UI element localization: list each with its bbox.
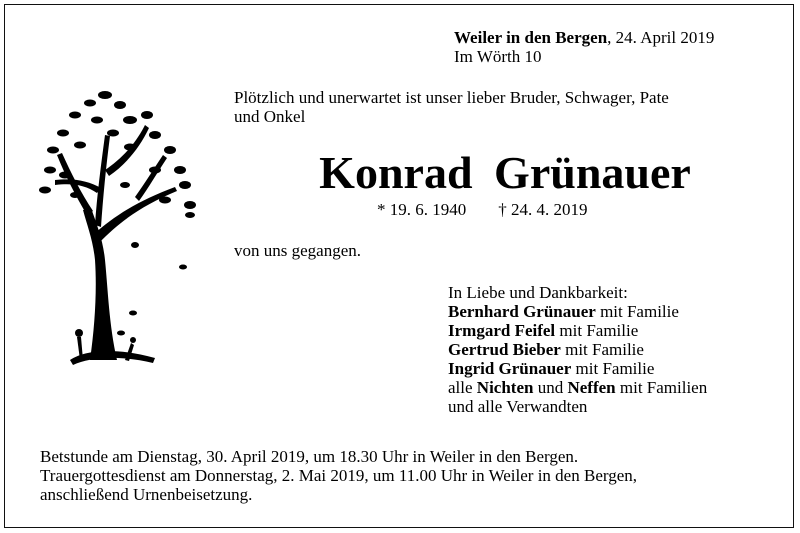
relatives-line: [448, 378, 707, 397]
intro-line-2: und Onkel: [234, 107, 306, 126]
death-date: † 24. 4. 2019: [498, 200, 588, 219]
header-date: , 24. April 2019: [607, 28, 715, 47]
mourners-list: [448, 283, 707, 416]
service-line-2: Trauergottesdienst am Donnerstag, 2. Mai 2019, um 11.00 Uhr in Weiler in den Bergen,: [40, 466, 638, 485]
relatives-mid: und: [533, 378, 568, 397]
mourner-rest: mit Familie: [571, 359, 655, 378]
header-place: Weiler in den Bergen: [454, 28, 608, 47]
mourner-rest: mit Familie: [555, 321, 639, 340]
mourner-rest: mit Familie: [595, 302, 679, 321]
mourners-intro: In Liebe und Dankbarkeit:: [448, 283, 628, 302]
mourner-name: Bernhard Grünauer: [448, 302, 596, 321]
tree-silhouette-icon: [35, 75, 205, 375]
relatives-pre: alle: [448, 378, 477, 397]
intro-text: [234, 88, 669, 126]
obituary-card: [4, 4, 794, 528]
relatives-post: mit Familien: [615, 378, 708, 397]
mourner-line: [448, 321, 707, 340]
service-info: [40, 447, 637, 504]
relatives-nephews: Neffen: [567, 378, 616, 397]
mourner-line: [448, 359, 707, 378]
relatives-last: und alle Verwandten: [448, 397, 588, 416]
mourner-name: Ingrid Grünauer: [448, 359, 572, 378]
life-dates: [377, 200, 588, 219]
intro-line-1: Plötzlich und unerwartet ist unser lieber Bruder, Schwager, Pate: [234, 88, 669, 107]
mourner-rest: mit Familie: [560, 340, 644, 359]
mourner-line: [448, 340, 707, 359]
deceased-name: Konrad Grünauer: [319, 147, 691, 198]
mourner-name: Gertrud Bieber: [448, 340, 561, 359]
birth-date: * 19. 6. 1940: [377, 200, 467, 219]
gone-text: von uns gegangen.: [234, 241, 362, 260]
header-street: Im Wörth 10: [454, 47, 542, 66]
mourner-name: Irmgard Feifel: [448, 321, 556, 340]
service-line-1: Betstunde am Dienstag, 30. April 2019, um 18.30 Uhr in Weiler in den Bergen.: [40, 447, 579, 466]
header-address: [454, 28, 714, 66]
mourner-line: [448, 302, 707, 321]
relatives-nieces: Nichten: [476, 378, 534, 397]
service-line-3: anschließend Urnenbeisetzung.: [40, 485, 253, 504]
